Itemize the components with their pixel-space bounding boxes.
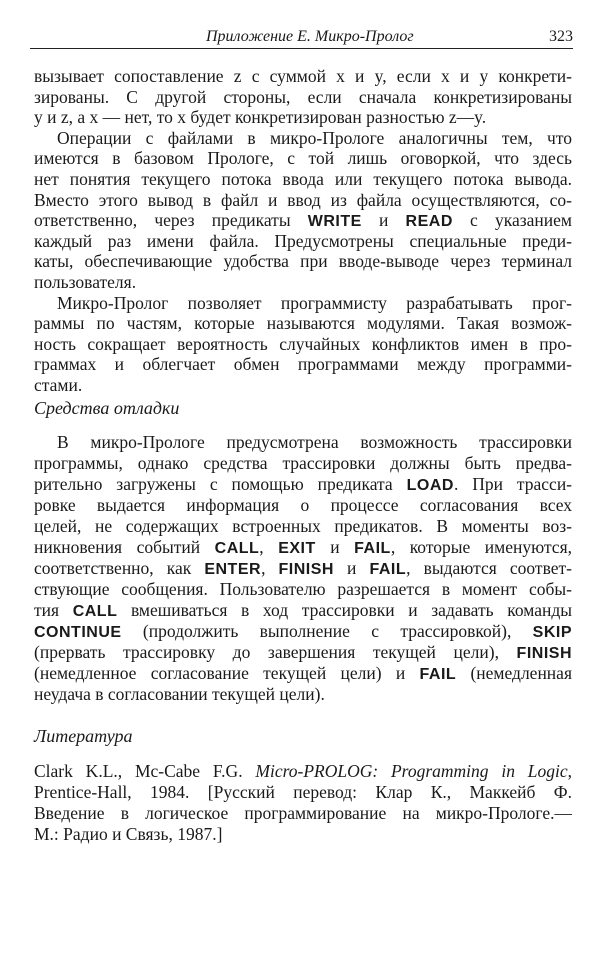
text-run: имеются в базовом Прологе, с той лишь оговоркой, что здесь	[34, 148, 572, 169]
text-run: , которые именуются,	[390, 537, 572, 557]
text-run: Введение в логическое программирование на микро-Прологе.—	[34, 803, 572, 823]
section2-text-line	[34, 516, 572, 536]
section1-text-line	[34, 148, 572, 168]
section1-text-line	[34, 87, 572, 107]
predicate-name: READ	[405, 213, 453, 231]
text-run: ствующие сообщения. Пользователю разрешается в момент собы-	[34, 579, 572, 599]
predicate-name: CALL	[72, 603, 118, 620]
text-run: раммы по частям, которые называются модулями. Такая возмож-	[34, 313, 572, 334]
text-run: Clark K.L., Mc-Cabe F.G.	[34, 761, 256, 781]
text-run: каждый раз имени файла. Предусмотрены специальные преди-	[34, 230, 572, 251]
predicate-name: FAIL	[369, 561, 407, 578]
text-run: и	[315, 537, 355, 557]
predicate-name: CALL	[214, 540, 260, 557]
section1-text-line	[34, 313, 572, 333]
running-header-title: Приложение Е. Микро-Пролог	[206, 28, 414, 45]
text-run: . При трасси-	[453, 474, 573, 494]
text-run: вызывает сопоставление z с суммой x и y, если x и y конкрети-	[34, 66, 572, 86]
predicate-name: SKIP	[532, 624, 572, 641]
section2-text-line	[34, 558, 572, 580]
text-run: В микро-Прологе предусмотрена возможность трассировки	[57, 432, 572, 452]
text-run: граммах и облегчает обмен программами между программи-	[34, 354, 572, 375]
section1-text-line	[34, 375, 572, 395]
text-run: зированы. С другой стороны, если сначала конкретизированы	[34, 86, 572, 107]
section2-text-line	[34, 537, 572, 559]
section1-text-line	[34, 107, 572, 127]
predicate-name: WRITE	[307, 213, 362, 231]
text-run: , выдаются соответ-	[406, 558, 572, 578]
predicate-name: EXIT	[278, 540, 316, 557]
text-run: (немедленная	[456, 663, 572, 683]
text-run: соответственно, как	[34, 558, 205, 578]
section1-text-line	[34, 231, 572, 251]
text-run: и	[333, 558, 370, 578]
book-title: Micro-PROLOG: Programming in Logic	[255, 761, 568, 781]
text-run: каты, обеспечивающие удобства при вводе-выводе через терминал	[34, 251, 572, 272]
section1-text-line	[34, 66, 572, 86]
text-run: (прервать трассировку до завершения текущей цели),	[34, 642, 517, 662]
section2-text-line	[34, 495, 572, 515]
text-run: Операции с файлами в микро-Прологе аналогичны тем, что	[57, 127, 572, 148]
text-run: Микро-Пролог позволяет программисту разрабатывать прог-	[57, 292, 572, 313]
predicate-name: FAIL	[354, 540, 391, 557]
text-run: ,	[259, 537, 279, 557]
section1-text-line	[34, 334, 572, 354]
text-run: Prentice-Hall, 1984. [Русский перевод: Клар К., Маккейб Ф.	[34, 782, 572, 802]
section1-text-line	[57, 128, 572, 148]
predicate-name: FAIL	[419, 666, 457, 683]
section1-text-line	[57, 293, 572, 313]
section-heading-debugging: Средства отладки	[34, 398, 180, 418]
text-run: тия	[34, 600, 73, 620]
section3-text-line	[34, 761, 572, 781]
text-run: Вместо этого вывод в файл и ввод из файла осуществляются, со-	[34, 189, 572, 210]
section1-text-line	[34, 354, 572, 374]
text-run: (продолжить выполнение с трассировкой),	[121, 621, 533, 641]
section-heading-literature: Литература	[34, 726, 133, 746]
predicate-name: ENTER	[204, 561, 262, 578]
running-header	[30, 26, 573, 49]
text-run: никновения событий	[34, 537, 215, 557]
section2-text-line	[34, 579, 572, 599]
text-run: с указанием	[452, 210, 572, 231]
section2-text-line	[34, 453, 572, 473]
section1-text-line	[34, 210, 572, 232]
text-run: (немедленное согласование текущей цели) и	[34, 663, 420, 683]
section3-text-line	[34, 782, 572, 802]
predicate-name: FINISH	[516, 645, 572, 662]
text-run: ровке выдается информация о процессе согласования всех	[34, 495, 572, 515]
section2-text-line	[57, 432, 572, 452]
text-run: М.: Радио и Связь, 1987.]	[34, 824, 223, 844]
section1-text-line	[34, 190, 572, 210]
page-number: 323	[549, 28, 573, 45]
text-run: ,	[567, 761, 572, 781]
text-run: вмешиваться в ход трассировки и задавать команды	[117, 600, 572, 620]
text-run: пользователя.	[34, 272, 137, 292]
text-run: ,	[261, 558, 279, 578]
section2-text-line	[34, 621, 572, 643]
text-run: программы, однако средства трассировки должны быть предва-	[34, 453, 572, 473]
text-run: неудача в согласовании текущей цели).	[34, 684, 325, 704]
section1-text-line	[34, 169, 572, 189]
section2-text-line	[34, 474, 572, 496]
section2-text-line	[34, 684, 572, 704]
section2-text-line	[34, 663, 572, 685]
text-run: стами.	[34, 375, 83, 395]
section1-text-line	[34, 251, 572, 271]
text-run: нет понятия текущего потока ввода или текущего потока вывода.	[34, 169, 572, 189]
predicate-name: CONTINUE	[34, 624, 122, 641]
section3-text-line	[34, 803, 572, 823]
section2-text-line	[34, 642, 572, 664]
text-run: целей, не содержащих встроенных предикатов. В моменты воз-	[34, 516, 572, 536]
section1-text-line	[34, 272, 572, 292]
predicate-name: LOAD	[406, 477, 454, 494]
text-run: y и z, а x — нет, то x будет конкретизирован разностью z—y.	[34, 107, 487, 128]
text-run: и	[361, 210, 406, 231]
predicate-name: FINISH	[278, 561, 334, 578]
section2-text-line	[34, 600, 572, 622]
text-run: рительно загружены с помощью предиката	[34, 474, 407, 494]
section3-text-line	[34, 824, 572, 844]
text-run: ность сокращает вероятность случайных конфликтов имен в про-	[34, 333, 572, 354]
text-run: ответственно, через предикаты	[34, 210, 308, 231]
